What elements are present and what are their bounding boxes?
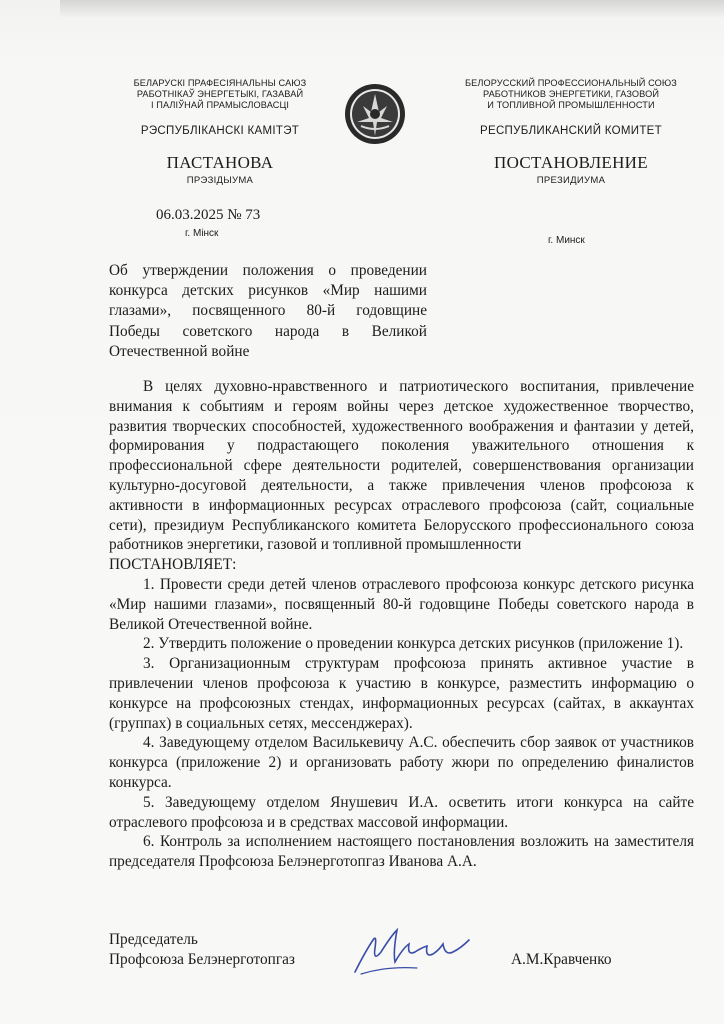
city-russian: г. Минск [548,235,585,246]
header-right [456,78,686,186]
org-name-russian [456,78,686,111]
signatory-name: А.М.Кравченко [511,951,612,968]
committee-label: РЕСПУБЛИКАНСКИЙ КОМИТЕТ [480,125,662,137]
doc-type-title: ПОСТАНОВЛЕНИЕ [494,153,648,172]
signatory-title-line: Председатель [109,931,198,948]
list-item: 4. Заведующему отделом Василькевичу А.С. обеспечить сбор заявок от участников конкурса (приложение 2) и организовать работу жюри по определению финалистов конкурса. [109,734,694,791]
org-line: БЕЛОРУССКИЙ ПРОФЕССИОНАЛЬНЫЙ СОЮЗ [465,78,677,88]
document-body [109,377,694,872]
list-item: 2. Утвердить положение о проведении конкурса детских рисунков (приложение 1). [143,635,684,653]
city-belarusian: г. Мінск [185,228,219,239]
document-subject: Об утверждении положения о проведении конкурса детских рисунков «Мир нашими глазами», посвященного 80-й годовщине Победы советского народа в Великой Отечественной войне [109,262,427,360]
preamble-paragraph: В целях духовно-нравственного и патриотического воспитания, привлечение внимания к событиям и героям войны через детское художественное творчество, развития творческих способностей, художественного воображения и фантазии у детей, формирования у подрастающего поколения уважительного отношения к профессиональной сфере деятельности родителей, совершенствования организации культурно-досуговой деятельности, а также привлечения членов профсоюза к активности в информационных ресурсах отраслевого профсоюза (сайт, социальные сети), президиум Республиканского комитета Белорусского профессионального союза работников энергетики, газовой и топливной промышленности [109,378,694,554]
org-line: И ТОПЛИВНОЙ ПРОМЫШЛЕННОСТИ [487,100,655,110]
presidium-label: ПРЭЗІДЫУМА [186,175,254,186]
signatory-title-line: Профсоюза Белэнерготопгаз [109,950,295,968]
list-item: 6. Контроль за исполнением настоящего постановления возложить на заместителя председателя Профсоюза Белэнерготопгаз Иванова А.А. [109,833,694,871]
org-line: БЕЛАРУСКІ ПРАФЕСІЯНАЛЬНЫ САЮЗ [133,78,307,88]
header-left [110,78,330,186]
date-and-number: 06.03.2025 № 73 [156,207,261,223]
signatory-title [109,930,349,970]
org-name-belarusian [110,78,330,111]
org-line: РАБОТНІКАЎ ЭНЕРГЕТЫКІ, ГАЗАВАЙ [136,89,304,99]
handwritten-signature [347,922,477,982]
doc-type-title: ПАСТАНОВА [166,153,274,172]
list-item: 5. Заведующему отделом Янушевич И.А. осветить итоги конкурса на сайте отраслевого профсоюза и в средствах массовой информации. [109,793,694,831]
list-item: 1. Провести среди детей членов отраслевого профсоюза конкурс детского рисунка «Мир нашими глазами», посвященный 80-й годовщине Победы советского народа в Великой Отечественной войне. [109,575,694,633]
committee-label: РЭСПУБЛІКАНСКІ КАМІТЭТ [140,125,300,137]
scan-edge-shadow [60,0,724,18]
list-item: 3. Организационным структурам профсоюза принять активное участие в привлечении членов профсоюза к участию в конкурсе, разместить информацию о конкурсе на профсоюзных стендах, информационных ресурсах (сайтах, в аккаунтах (группах) в социальных сетях, мессенджерах). [109,655,694,732]
org-line: РАБОТНИКОВ ЭНЕРГЕТИКИ, ГАЗОВОЙ [482,89,660,99]
union-emblem-icon [343,82,407,146]
org-line: І ПАЛІЎНАЙ ПРАМЫСЛОВАСЦІ [150,100,290,110]
presidium-label: ПРЕЗИДИУМА [536,175,606,186]
decree-word: ПОСТАНОВЛЯЕТ: [109,556,237,574]
